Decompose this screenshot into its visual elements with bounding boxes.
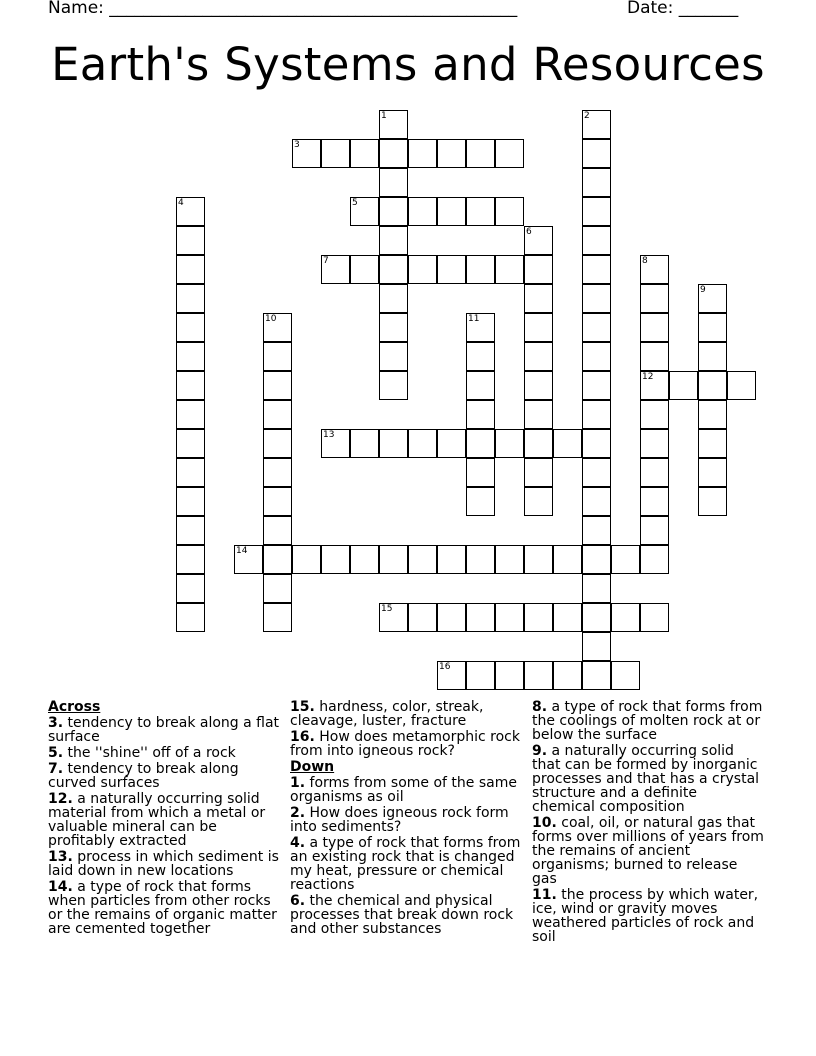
grid-cell[interactable] bbox=[611, 545, 640, 574]
grid-cell[interactable] bbox=[698, 400, 727, 429]
grid-cell[interactable] bbox=[582, 284, 611, 313]
clue-number: 14 bbox=[236, 546, 248, 556]
grid-cell[interactable] bbox=[350, 545, 379, 574]
grid-cell[interactable] bbox=[524, 284, 553, 313]
grid-cell[interactable] bbox=[582, 139, 611, 168]
grid-cell[interactable] bbox=[176, 516, 205, 545]
clue-number: 4 bbox=[178, 198, 184, 208]
grid-cell[interactable] bbox=[263, 574, 292, 603]
grid-cell[interactable] bbox=[350, 197, 379, 226]
clue-number: 3 bbox=[294, 140, 300, 150]
grid-cell[interactable] bbox=[263, 545, 292, 574]
grid-cell[interactable] bbox=[350, 139, 379, 168]
grid-cell[interactable] bbox=[582, 255, 611, 284]
grid-cell[interactable] bbox=[640, 516, 669, 545]
grid-cell[interactable] bbox=[379, 110, 408, 139]
grid-cell[interactable] bbox=[524, 429, 553, 458]
grid-cell[interactable] bbox=[321, 429, 350, 458]
grid-cell[interactable] bbox=[582, 661, 611, 690]
clue-down-8: 8. a type of rock that forms from the coolings of molten rock at or below the surface bbox=[532, 699, 763, 743]
grid-cell[interactable] bbox=[379, 545, 408, 574]
grid-cell[interactable] bbox=[698, 284, 727, 313]
grid-cell[interactable] bbox=[640, 371, 669, 400]
grid-cell[interactable] bbox=[582, 603, 611, 632]
grid-cell[interactable] bbox=[466, 197, 495, 226]
grid-cell[interactable] bbox=[524, 342, 553, 371]
grid-cell[interactable] bbox=[379, 168, 408, 197]
grid-cell[interactable] bbox=[582, 545, 611, 574]
grid-cell[interactable] bbox=[263, 371, 292, 400]
clue-across-12: 12. a naturally occurring solid material from which a metal or valuable mineral can be profitably extracted bbox=[48, 791, 266, 849]
grid-cell[interactable] bbox=[263, 400, 292, 429]
grid-cell[interactable] bbox=[582, 458, 611, 487]
grid-cell[interactable] bbox=[466, 255, 495, 284]
grid-cell[interactable] bbox=[582, 371, 611, 400]
grid-cell[interactable] bbox=[524, 661, 553, 690]
grid-cell[interactable] bbox=[524, 371, 553, 400]
name-line: Name: ________________________________________________ bbox=[48, 0, 518, 18]
grid-cell[interactable] bbox=[582, 632, 611, 661]
clue-number: 8 bbox=[642, 256, 648, 266]
grid-cell[interactable] bbox=[379, 284, 408, 313]
grid-cell[interactable] bbox=[553, 545, 582, 574]
grid-cell[interactable] bbox=[437, 545, 466, 574]
grid-cell[interactable] bbox=[611, 661, 640, 690]
grid-cell[interactable] bbox=[437, 661, 466, 690]
grid-cell[interactable] bbox=[234, 545, 263, 574]
grid-cell[interactable] bbox=[466, 429, 495, 458]
grid-cell[interactable] bbox=[437, 197, 466, 226]
grid-cell[interactable] bbox=[263, 603, 292, 632]
page-title: Earth's Systems and Resources bbox=[51, 38, 765, 91]
grid-cell[interactable] bbox=[408, 603, 437, 632]
grid-cell[interactable] bbox=[176, 284, 205, 313]
grid-cell[interactable] bbox=[582, 516, 611, 545]
grid-cell[interactable] bbox=[582, 429, 611, 458]
grid-cell[interactable] bbox=[176, 458, 205, 487]
date-line: Date: _______ bbox=[627, 0, 739, 18]
grid-cell[interactable] bbox=[582, 574, 611, 603]
grid-cell[interactable] bbox=[466, 371, 495, 400]
grid-cell[interactable] bbox=[379, 342, 408, 371]
clue-number: 16 bbox=[439, 662, 451, 672]
clue-number: 2 bbox=[584, 111, 590, 121]
grid-cell[interactable] bbox=[553, 603, 582, 632]
grid-cell[interactable] bbox=[582, 168, 611, 197]
grid-cell[interactable] bbox=[582, 313, 611, 342]
grid-cell[interactable] bbox=[176, 487, 205, 516]
grid-cell[interactable] bbox=[176, 342, 205, 371]
grid-cell[interactable] bbox=[292, 139, 321, 168]
clue-down-11: 11. the process by which water, ice, wind or gravity moves weathered particles of rock and soil bbox=[532, 887, 759, 945]
grid-cell[interactable] bbox=[408, 139, 437, 168]
grid-cell[interactable] bbox=[437, 429, 466, 458]
grid-cell[interactable] bbox=[176, 400, 205, 429]
grid-cell[interactable] bbox=[176, 255, 205, 284]
grid-cell[interactable] bbox=[176, 574, 205, 603]
grid-cell[interactable] bbox=[524, 487, 553, 516]
grid-cell[interactable] bbox=[698, 342, 727, 371]
grid-cell[interactable] bbox=[524, 313, 553, 342]
grid-cell[interactable] bbox=[466, 342, 495, 371]
grid-cell[interactable] bbox=[524, 255, 553, 284]
grid-cell[interactable] bbox=[640, 603, 669, 632]
grid-cell[interactable] bbox=[640, 429, 669, 458]
grid-cell[interactable] bbox=[582, 110, 611, 139]
grid-cell[interactable] bbox=[466, 603, 495, 632]
grid-cell[interactable] bbox=[379, 429, 408, 458]
grid-cell[interactable] bbox=[611, 603, 640, 632]
clue-number: 15 bbox=[381, 604, 393, 614]
grid-cell[interactable] bbox=[437, 139, 466, 168]
grid-cell[interactable] bbox=[495, 661, 524, 690]
across-heading: Across bbox=[48, 699, 101, 715]
grid-cell[interactable] bbox=[379, 371, 408, 400]
grid-cell[interactable] bbox=[495, 255, 524, 284]
grid-cell[interactable] bbox=[698, 429, 727, 458]
grid-cell[interactable] bbox=[466, 661, 495, 690]
grid-cell[interactable] bbox=[379, 603, 408, 632]
clue-across-5: 5. the ''shine'' off of a rock bbox=[48, 745, 236, 761]
clue-number: 10 bbox=[265, 314, 277, 324]
clue-across-7: 7. tendency to break along curved surfaces bbox=[48, 761, 239, 791]
grid-cell[interactable] bbox=[176, 313, 205, 342]
grid-cell[interactable] bbox=[640, 313, 669, 342]
grid-cell[interactable] bbox=[495, 197, 524, 226]
grid-cell[interactable] bbox=[495, 545, 524, 574]
grid-cell[interactable] bbox=[524, 603, 553, 632]
grid-cell[interactable] bbox=[408, 197, 437, 226]
grid-cell[interactable] bbox=[466, 313, 495, 342]
clue-column-1 bbox=[48, 700, 280, 938]
clue-number: 13 bbox=[323, 430, 335, 440]
grid-cell[interactable] bbox=[379, 197, 408, 226]
clue-number: 12 bbox=[642, 372, 654, 382]
clue-column-2 bbox=[290, 700, 522, 938]
clue-down-6: 6. the chemical and physical processes that break down rock and other substances bbox=[290, 893, 514, 937]
clue-across-15: 15. hardness, color, streak, cleavage, luster, fracture bbox=[290, 699, 484, 729]
clue-down-2: 2. How does igneous rock form into sediments? bbox=[290, 805, 509, 835]
clue-number: 9 bbox=[700, 285, 706, 295]
grid-cell[interactable] bbox=[640, 487, 669, 516]
grid-cell[interactable] bbox=[176, 371, 205, 400]
grid-cell[interactable] bbox=[640, 255, 669, 284]
clue-across-3: 3. tendency to break along a flat surface bbox=[48, 715, 280, 745]
grid-cell[interactable] bbox=[582, 342, 611, 371]
grid-cell[interactable] bbox=[524, 226, 553, 255]
clue-number: 6 bbox=[526, 227, 532, 237]
grid-cell[interactable] bbox=[379, 226, 408, 255]
grid-cell[interactable] bbox=[466, 458, 495, 487]
grid-cell[interactable] bbox=[640, 545, 669, 574]
grid-cell[interactable] bbox=[524, 458, 553, 487]
clue-number: 11 bbox=[468, 314, 480, 324]
grid-cell[interactable] bbox=[379, 313, 408, 342]
grid-cell[interactable] bbox=[437, 255, 466, 284]
clue-number: 7 bbox=[323, 256, 329, 266]
grid-cell[interactable] bbox=[698, 487, 727, 516]
grid-cell[interactable] bbox=[524, 400, 553, 429]
grid-cell[interactable] bbox=[698, 313, 727, 342]
grid-cell[interactable] bbox=[698, 458, 727, 487]
grid-cell[interactable] bbox=[582, 400, 611, 429]
grid-cell[interactable] bbox=[350, 255, 379, 284]
grid-cell[interactable] bbox=[524, 545, 553, 574]
clue-down-4: 4. a type of rock that forms from an existing rock that is changed my heat, pressure or chemical reactions bbox=[290, 835, 521, 893]
grid-cell[interactable] bbox=[582, 226, 611, 255]
grid-cell[interactable] bbox=[379, 255, 408, 284]
grid-cell[interactable] bbox=[321, 545, 350, 574]
grid-cell[interactable] bbox=[408, 545, 437, 574]
clue-down-10: 10. coal, oil, or natural gas that forms over millions of years from the remains of ancient organisms; burned to release gas bbox=[532, 815, 764, 887]
grid-cell[interactable] bbox=[669, 371, 698, 400]
grid-cell[interactable] bbox=[640, 458, 669, 487]
grid-cell[interactable] bbox=[640, 400, 669, 429]
grid-cell[interactable] bbox=[582, 487, 611, 516]
clue-column-3 bbox=[532, 700, 764, 946]
grid-cell[interactable] bbox=[292, 545, 321, 574]
clue-across-13: 13. process in which sediment is laid down in new locations bbox=[48, 849, 279, 879]
grid-cell[interactable] bbox=[263, 313, 292, 342]
grid-cell[interactable] bbox=[350, 429, 379, 458]
grid-cell[interactable] bbox=[727, 371, 756, 400]
grid-cell[interactable] bbox=[176, 429, 205, 458]
grid-cell[interactable] bbox=[263, 458, 292, 487]
grid-cell[interactable] bbox=[176, 545, 205, 574]
grid-cell[interactable] bbox=[263, 429, 292, 458]
grid-cell[interactable] bbox=[408, 429, 437, 458]
grid-cell[interactable] bbox=[466, 487, 495, 516]
clue-number: 5 bbox=[352, 198, 358, 208]
grid-cell[interactable] bbox=[176, 226, 205, 255]
grid-cell[interactable] bbox=[698, 371, 727, 400]
grid-cell[interactable] bbox=[582, 197, 611, 226]
clue-number: 1 bbox=[381, 111, 387, 121]
grid-cell[interactable] bbox=[640, 284, 669, 313]
clue-down-1: 1. forms from some of the same organisms as oil bbox=[290, 775, 517, 805]
grid-cell[interactable] bbox=[553, 661, 582, 690]
grid-cell[interactable] bbox=[466, 545, 495, 574]
grid-cell[interactable] bbox=[321, 255, 350, 284]
clue-down-9: 9. a naturally occurring solid that can be formed by inorganic processes and that has a crystal structure and a definite chemical composition bbox=[532, 743, 760, 815]
grid-cell[interactable] bbox=[495, 603, 524, 632]
down-heading: Down bbox=[290, 759, 335, 775]
grid-cell[interactable] bbox=[321, 139, 350, 168]
grid-cell[interactable] bbox=[437, 603, 466, 632]
grid-cell[interactable] bbox=[495, 429, 524, 458]
grid-cell[interactable] bbox=[466, 139, 495, 168]
clue-across-16: 16. How does metamorphic rock from into igneous rock? bbox=[290, 729, 520, 759]
clue-across-14: 14. a type of rock that forms when particles from other rocks or the remains of organic matter are cemented together bbox=[48, 879, 277, 937]
grid-cell[interactable] bbox=[263, 342, 292, 371]
grid-cell[interactable] bbox=[640, 342, 669, 371]
grid-cell[interactable] bbox=[263, 516, 292, 545]
grid-cell[interactable] bbox=[176, 603, 205, 632]
grid-cell[interactable] bbox=[495, 139, 524, 168]
grid-cell[interactable] bbox=[553, 429, 582, 458]
grid-cell[interactable] bbox=[466, 400, 495, 429]
grid-cell[interactable] bbox=[408, 255, 437, 284]
grid-cell[interactable] bbox=[176, 197, 205, 226]
grid-cell[interactable] bbox=[263, 487, 292, 516]
grid-cell[interactable] bbox=[379, 139, 408, 168]
